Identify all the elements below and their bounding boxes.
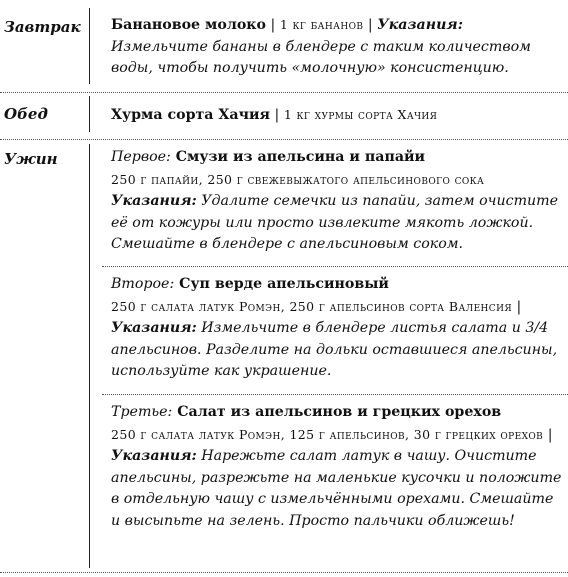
- ingredients: 250 г салата латук Ромэн, 250 г апельсинов сорта Валенсия: [111, 298, 513, 314]
- instructions-text: Измельчите бананы в блендере с таким количеством воды, чтобы получить «молочную» консистенцию.: [111, 38, 531, 77]
- dinner-course-1: [111, 147, 564, 256]
- separator: |: [266, 17, 280, 33]
- dinner-course-3: [111, 402, 564, 533]
- vertical-divider: [89, 96, 90, 132]
- recipe-title: Салат из апельсинов и грецких орехов: [172, 404, 502, 420]
- meal-label-lunch: Обед: [4, 105, 48, 123]
- dinner-course-2: [111, 274, 564, 383]
- course-label: Второе:: [111, 276, 175, 292]
- course-label: Третье:: [111, 404, 173, 420]
- course-divider: [102, 394, 568, 395]
- vertical-divider: [89, 8, 90, 84]
- course-label: Первое:: [111, 149, 171, 165]
- recipe-title: Смузи из апельсина и папайи: [170, 149, 426, 165]
- row-divider: [0, 139, 568, 140]
- instructions-label: Указания:: [111, 193, 197, 210]
- separator: |: [270, 107, 284, 123]
- instructions-text: Измельчите в блендере листья салата и 3/4 апельсинов. Разделите на дольки оставшиеся апельсины, используйте как украшение.: [111, 320, 558, 380]
- separator: |: [543, 426, 553, 443]
- separator: |: [363, 17, 378, 33]
- row-divider: [0, 92, 568, 93]
- meal-label-dinner: Ужин: [4, 150, 58, 168]
- separator: |: [512, 298, 522, 315]
- instructions-text: Удалите семечки из папайи, затем очистите её от кожуры или просто извлеките мякоть ложкой. Смешайте в блендере с апельсиновым соком.: [111, 193, 559, 253]
- course-divider: [102, 266, 568, 267]
- recipe-title: Суп верде апельсиновый: [174, 276, 389, 292]
- lunch-recipe: [111, 104, 564, 127]
- ingredients: 1 кг хурмы сорта Хачия: [283, 107, 438, 122]
- ingredients: 1 кг бананов: [279, 17, 364, 32]
- ingredients: 250 г папайи, 250 г свежевыжатого апельсинового сока: [111, 171, 485, 187]
- breakfast-recipe: [111, 14, 564, 80]
- instructions-label: Указания:: [377, 17, 463, 33]
- recipe-title: Хурма сорта Хачия: [111, 107, 270, 123]
- vertical-divider: [89, 144, 90, 568]
- instructions-label: Указания:: [111, 448, 197, 465]
- meal-label-breakfast: Завтрак: [4, 18, 81, 36]
- instructions-label: Указания:: [111, 320, 197, 337]
- ingredients: 250 г салата латук Ромэн, 125 г апельсинов, 30 г грецких орехов: [111, 426, 544, 442]
- recipe-title: Банановое молоко: [111, 17, 266, 33]
- row-divider: [0, 572, 568, 573]
- instructions-text: Нарежьте салат латук в чашу. Очистите апельсины, разрежьте на маленькие кусочки и положите в отдельную чашу с измельчёнными орехами. Смешайте и высыпьте на зелень. Просто пальчики оближешь!: [111, 448, 562, 529]
